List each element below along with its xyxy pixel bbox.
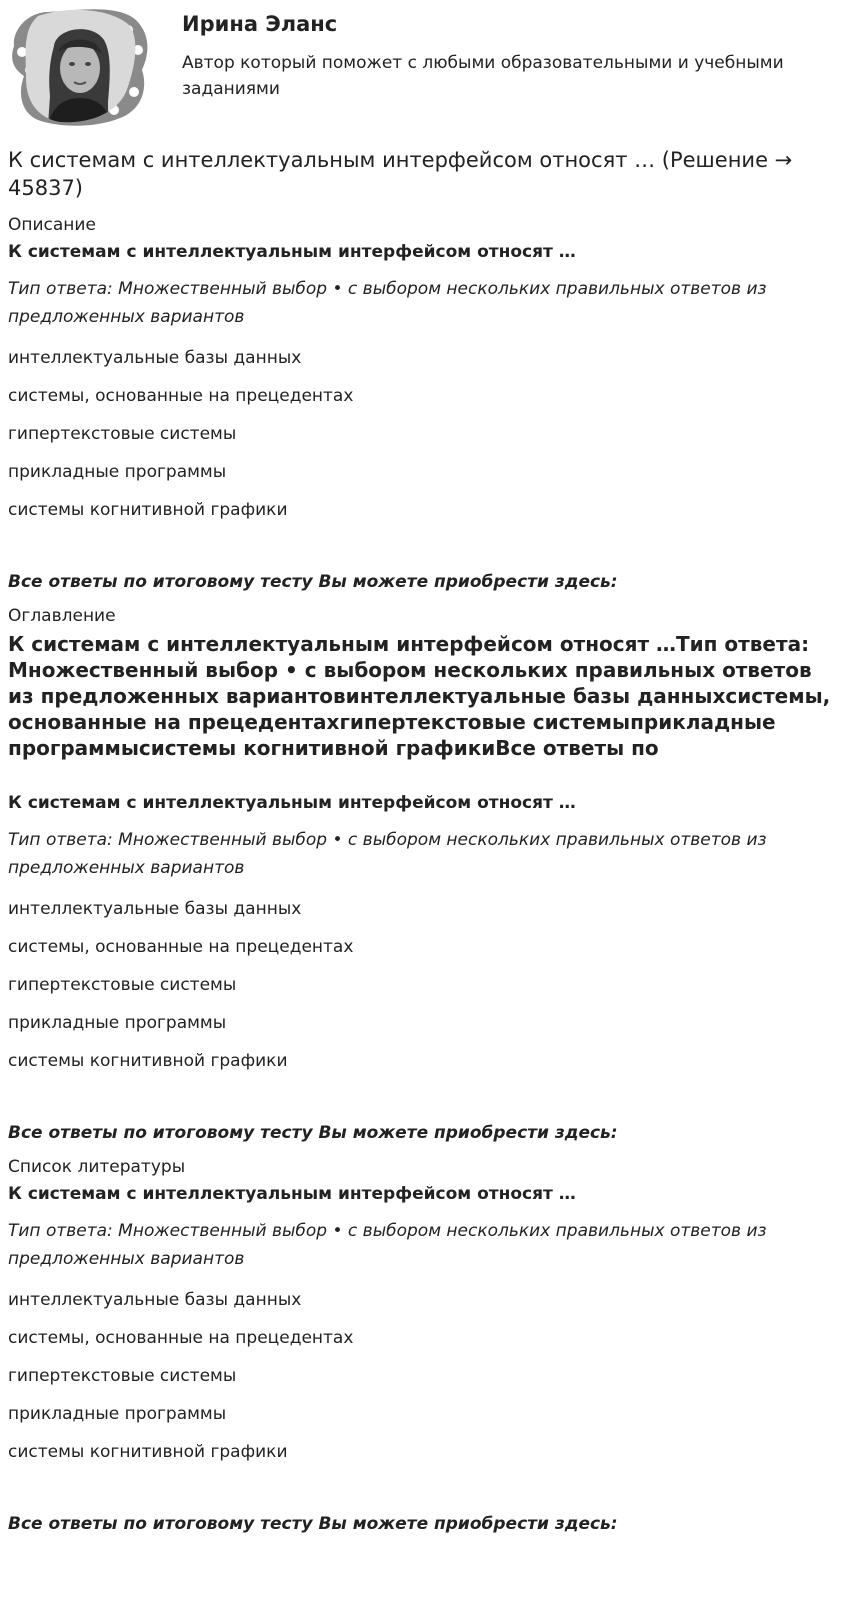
literature-section xyxy=(8,1156,840,1535)
answer-type: Тип ответа: Множественный выбор • с выбором нескольких правильных ответов из предложенных вариантов xyxy=(8,830,767,878)
answer-type: Тип ответа: Множественный выбор • с выбором нескольких правильных ответов из предложенных вариантов xyxy=(8,1221,767,1269)
option-item: системы когнитивной графики xyxy=(8,1442,288,1462)
author-avatar xyxy=(8,6,150,126)
option-item: системы когнитивной графики xyxy=(8,1051,288,1071)
option-item: гипертекстовые системы xyxy=(8,424,237,444)
question-heading: К системам с интеллектуальным интерфейсом относят … xyxy=(8,242,576,262)
option-item: прикладные программы xyxy=(8,462,227,482)
buy-note: Все ответы по итоговому тесту Вы можете приобрести здесь: xyxy=(8,1123,618,1143)
option-item: интеллектуальные базы данных xyxy=(8,1290,302,1310)
option-item: прикладные программы xyxy=(8,1013,227,1033)
page-content xyxy=(8,0,840,1535)
option-item: системы, основанные на прецедентах xyxy=(8,1328,354,1348)
option-item: гипертекстовые системы xyxy=(8,975,237,995)
buy-note: Все ответы по итоговому тесту Вы можете приобрести здесь: xyxy=(8,1514,618,1534)
buy-note: Все ответы по итоговому тесту Вы можете приобрести здесь: xyxy=(8,572,618,592)
page-title: К системам с интеллектуальным интерфейсом относят … (Решение → 45837) xyxy=(8,148,793,200)
option-item: системы, основанные на прецедентах xyxy=(8,937,354,957)
option-item: системы когнитивной графики xyxy=(8,500,288,520)
question-heading: К системам с интеллектуальным интерфейсом относят … xyxy=(8,793,576,813)
option-item: интеллектуальные базы данных xyxy=(8,899,302,919)
toc-heading: К системам с интеллектуальным интерфейсом относят …Тип ответа: Множественный выбор • с выбором нескольких правильных ответов из предложенных вариантовинтеллектуальные базы данныхсистемы, основанные на прецедентахгипертекстовые системыприкладные программысистемы когнитивной графикиВсе ответы по xyxy=(8,632,831,760)
author-name[interactable]: Ирина Эланс xyxy=(182,12,338,36)
question-heading: К системам с интеллектуальным интерфейсом относят … xyxy=(8,1184,576,1204)
section-label-toc: Оглавление xyxy=(8,606,116,626)
toc-section xyxy=(8,605,840,1144)
option-item: интеллектуальные базы данных xyxy=(8,348,302,368)
option-item: гипертекстовые системы xyxy=(8,1366,237,1386)
description-section xyxy=(8,214,840,593)
section-label-literature: Список литературы xyxy=(8,1157,186,1177)
option-item: системы, основанные на прецедентах xyxy=(8,386,354,406)
author-block xyxy=(8,0,840,128)
author-bio: Автор который поможет с любыми образовательными и учебными заданиями xyxy=(182,53,784,99)
option-item: прикладные программы xyxy=(8,1404,227,1424)
section-label-description: Описание xyxy=(8,215,96,235)
answer-type: Тип ответа: Множественный выбор • с выбором нескольких правильных ответов из предложенных вариантов xyxy=(8,279,767,327)
